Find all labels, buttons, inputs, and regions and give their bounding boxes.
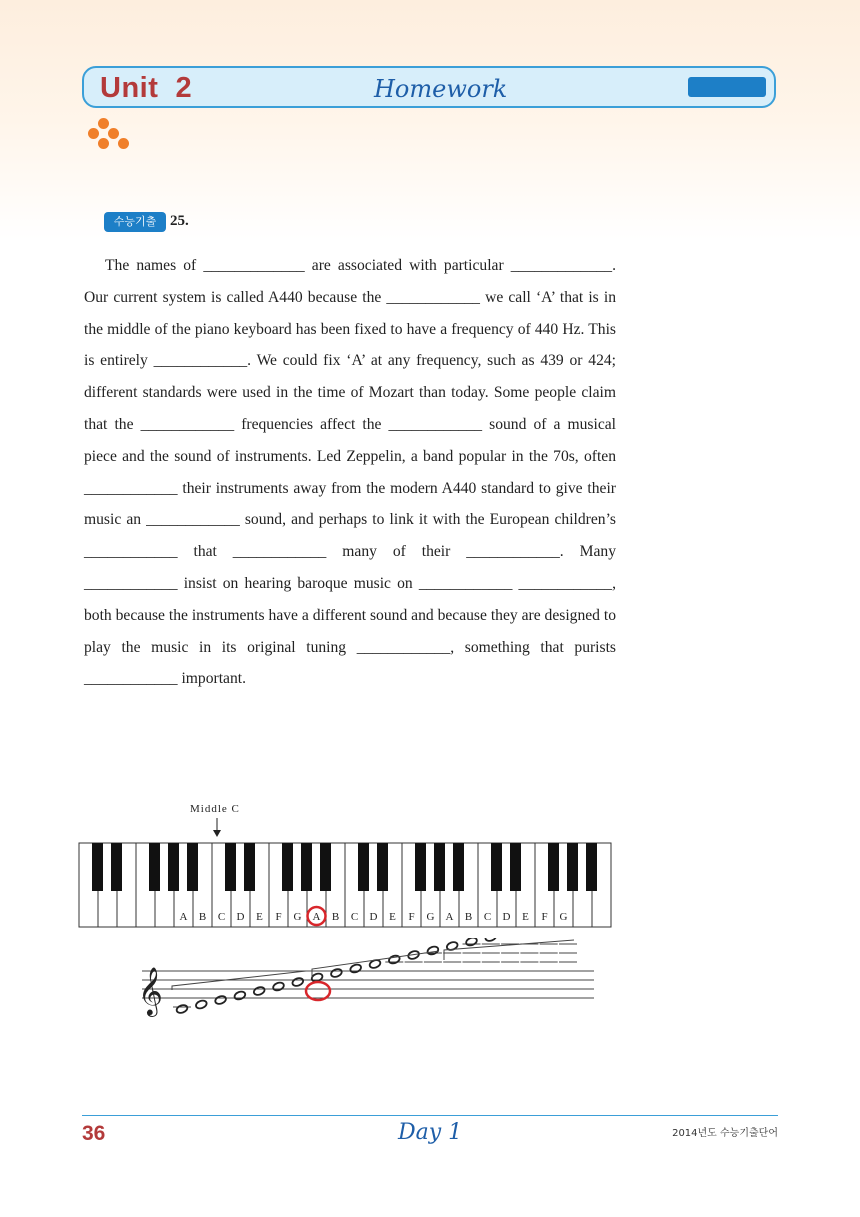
- piano-black-key: [225, 843, 236, 891]
- piano-key-label: D: [236, 911, 245, 923]
- piano-key-label: E: [522, 911, 529, 923]
- piano-key-label: G: [426, 911, 435, 923]
- piano-key-label: C: [350, 911, 359, 923]
- piano-black-key: [567, 843, 578, 891]
- piano-key-label: D: [369, 911, 378, 923]
- piano-key-label: E: [256, 911, 263, 923]
- piano-black-key: [453, 843, 464, 891]
- day-label: Day 1: [398, 1120, 463, 1145]
- piano-key-label: B: [464, 911, 473, 923]
- whole-note: [330, 968, 343, 979]
- decorative-dots-icon: [88, 118, 138, 152]
- header-badge: [688, 77, 766, 97]
- whole-note: [484, 938, 497, 942]
- whole-note: [349, 963, 362, 974]
- piano-key-label: C: [217, 911, 226, 923]
- piano-black-key: [548, 843, 559, 891]
- piano-black-key: [358, 843, 369, 891]
- piano-black-key: [244, 843, 255, 891]
- piano-black-key: [415, 843, 426, 891]
- music-staff: [134, 938, 596, 1020]
- piano-black-key: [149, 843, 160, 891]
- piano-keyboard: [78, 842, 614, 930]
- down-arrow-icon: [212, 818, 222, 838]
- piano-key-label: F: [408, 911, 415, 923]
- piano-key-label: F: [541, 911, 548, 923]
- piano-key-label: A: [179, 911, 188, 923]
- question-source-badge: 수능기출: [104, 212, 166, 232]
- piano-black-key: [586, 843, 597, 891]
- middle-c-label: Middle C: [190, 803, 240, 815]
- unit-header-bar: [82, 66, 776, 108]
- piano-black-key: [320, 843, 331, 891]
- unit-title: Unit 2: [100, 72, 193, 104]
- whole-note: [427, 945, 440, 956]
- piano-black-key: [377, 843, 388, 891]
- piano-black-key: [282, 843, 293, 891]
- section-title: Homework: [374, 75, 508, 103]
- piano-key-label: E: [389, 911, 396, 923]
- piano-key-label: A: [445, 911, 454, 923]
- piano-black-key: [434, 843, 445, 891]
- whole-note: [214, 995, 227, 1006]
- question-number: 25.: [170, 213, 189, 229]
- piano-key-label: A: [312, 911, 321, 923]
- whole-note: [234, 990, 247, 1001]
- piano-black-key: [491, 843, 502, 891]
- piano-key-label: F: [275, 911, 282, 923]
- whole-note: [465, 938, 478, 947]
- piano-key-label: B: [331, 911, 340, 923]
- whole-note: [291, 977, 304, 988]
- whole-note: [176, 1004, 189, 1015]
- piano-key-label: G: [559, 911, 568, 923]
- piano-black-key: [510, 843, 521, 891]
- piano-key-label: G: [293, 911, 302, 923]
- piano-key-label: D: [502, 911, 511, 923]
- passage-text: The names of _____________ are associated with particular _____________. Our current system is called A440 because the ____________ we call ‘A’ that is in the middle of the piano keyboard has been fixed to have a frequency of 440 Hz. This is entirely ____________. We could fix ‘A’ at any frequency, such as 439 or 424; different standards were used in the time of Mozart than today. Some people claim that the ____________ frequencies affect the ____________ sound of a musical piece and the sound of instruments. Led Zeppelin, a band popular in the 70s, often ____________ their instruments away from the modern A440 standard to give their music an ____________ sound, and perhaps to link it with the European children’s ____________ that ____________ many of their ____________. Many ____________ insist on hearing baroque music on ____________ ____________, both because the instruments have a different sound and because they are designed to play the music in its original tuning ____________, something that purists ____________ important.: [84, 257, 616, 688]
- piano-black-key: [111, 843, 122, 891]
- page-number: 36: [82, 1122, 106, 1145]
- whole-note: [388, 954, 401, 965]
- piano-key-label: B: [198, 911, 207, 923]
- treble-clef-icon: 𝄞: [138, 966, 163, 1015]
- footer-rule: [82, 1115, 778, 1116]
- piano-key-label: C: [483, 911, 492, 923]
- piano-black-key: [187, 843, 198, 891]
- piano-black-key: [301, 843, 312, 891]
- piano-black-key: [92, 843, 103, 891]
- piano-black-key: [168, 843, 179, 891]
- whole-note: [253, 986, 266, 997]
- whole-note: [272, 981, 285, 992]
- book-title: 2014년도 수능기출단어: [672, 1128, 778, 1139]
- highlighted-note-circle: [306, 982, 330, 1000]
- whole-note: [195, 999, 208, 1010]
